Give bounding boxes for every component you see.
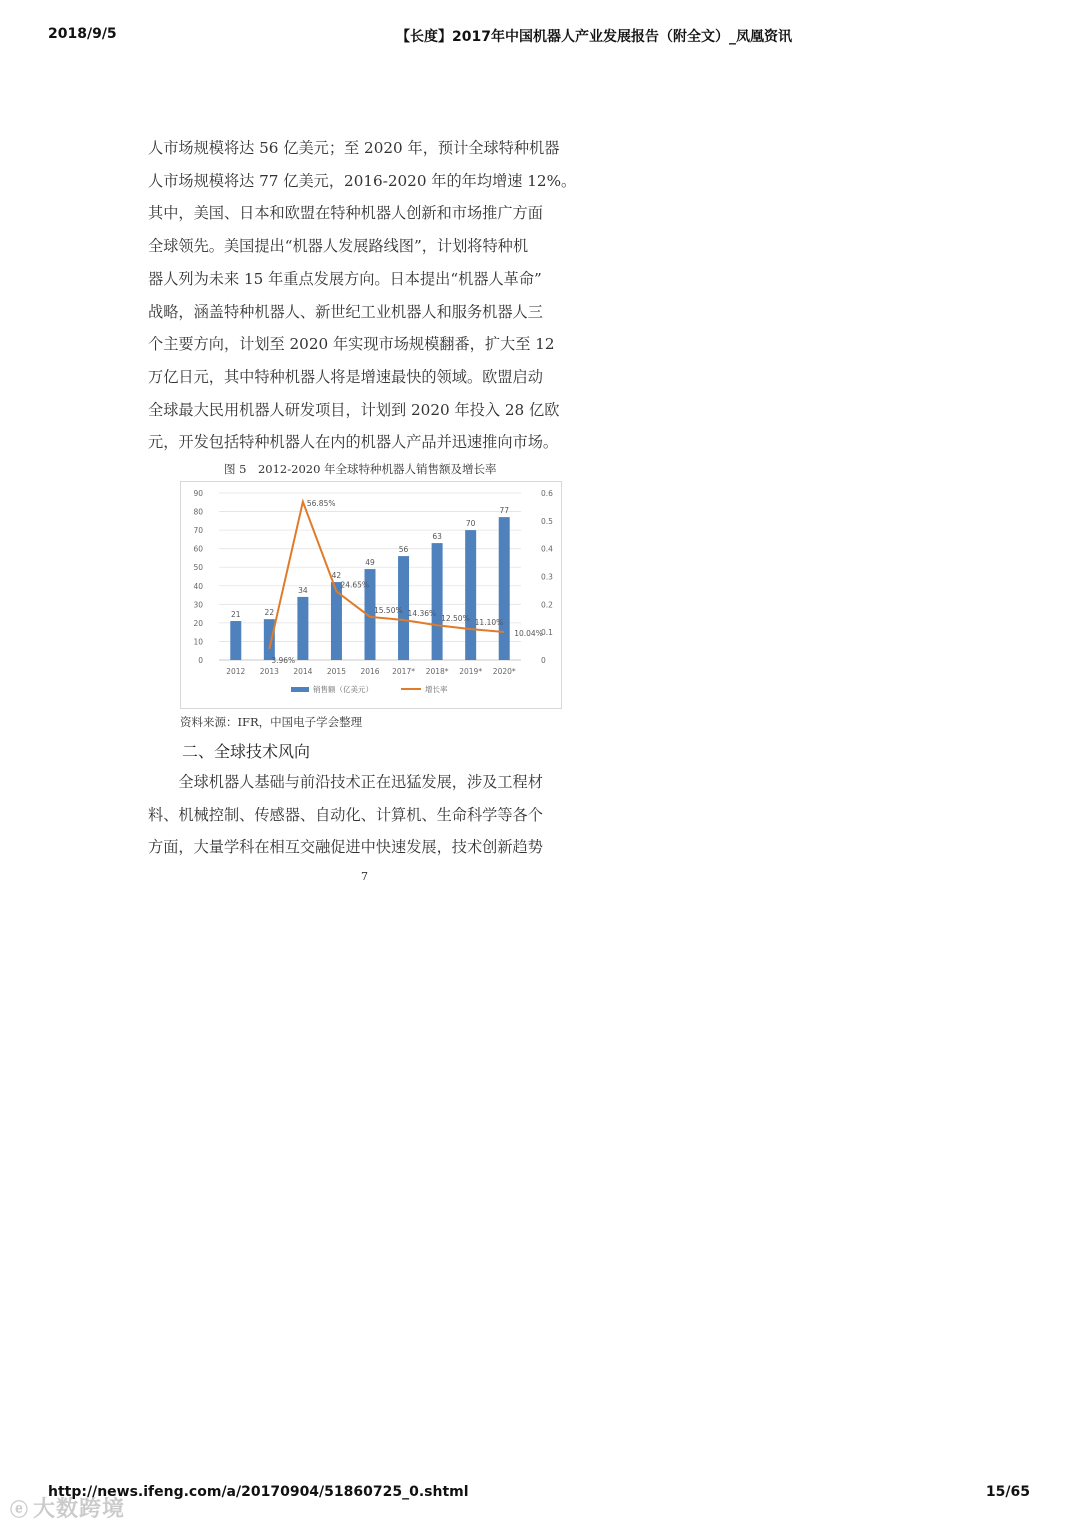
paragraph-1-line: 全球领先。美国提出“机器人发展路线图”，计划将特种机 (148, 237, 529, 256)
legend-bar-swatch (291, 687, 309, 692)
paragraph-1-block (148, 132, 586, 459)
y-right-tick-label: 0.1 (541, 628, 553, 638)
y-left-tick-label: 10 (193, 637, 203, 647)
bar-value-label: 70 (465, 519, 476, 529)
y-left-tick-label: 80 (193, 507, 203, 517)
growth-rate-label: 10.04% (514, 629, 543, 639)
bar (230, 621, 241, 660)
bar (432, 543, 443, 660)
figure-source: 资料来源：IFR，中国电子学会整理 (180, 715, 363, 729)
y-right-tick-label: 0.5 (541, 516, 553, 526)
x-tick-label: 2012 (226, 667, 246, 676)
bar-value-label: 63 (432, 532, 442, 542)
paragraph-2-line: 全球机器人基础与前沿技术正在迅猛发展，涉及工程材 (148, 773, 543, 791)
paragraph-2-block (148, 766, 586, 864)
growth-rate-label: 14.36% (407, 609, 437, 619)
legend-line-label: 增长率 (425, 685, 448, 694)
x-tick-label: 2014 (293, 667, 313, 676)
paragraph-2 (148, 766, 586, 864)
paragraph-1 (148, 132, 586, 459)
paragraph-1-line: 战略，涵盖特种机器人、新世纪工业机器人和服务机器人三 (148, 302, 543, 321)
chart-svg (181, 482, 561, 708)
paragraph-1-line: 其中，美国、日本和欧盟在特种机器人创新和市场推广方面 (148, 204, 543, 223)
y-right-tick-label: 0.6 (541, 489, 553, 498)
bar-value-label: 22 (264, 608, 275, 618)
paragraph-1-line: 全球最大民用机器人研发项目，计划到 2020 年投入 28 亿欧 (148, 400, 560, 419)
sales-growth-chart (180, 481, 562, 709)
y-left-tick-label: 20 (193, 618, 203, 628)
bar-value-label: 21 (231, 610, 241, 620)
x-tick-label: 2016 (360, 667, 380, 676)
bar-value-label: 34 (298, 585, 308, 595)
bar-value-label: 77 (499, 506, 509, 516)
growth-rate-label: 3.96% (271, 655, 296, 665)
y-right-tick-label: 0.4 (541, 544, 553, 554)
y-right-tick-label: 0.2 (541, 600, 553, 610)
figure-caption: 图 5 2012-2020 年全球特种机器人销售额及增长率 (224, 462, 497, 476)
bar-value-label: 49 (365, 558, 375, 568)
paragraph-1-line: 器人列为未来 15 年重点发展方向。日本提出“机器人革命” (148, 269, 542, 288)
y-right-tick-label: 0 (541, 656, 546, 665)
x-tick-label: 2017* (392, 667, 415, 676)
paragraph-2-line: 料、机械控制、传感器、自动化、计算机、生命科学等各个 (148, 805, 543, 824)
x-tick-label: 2013 (259, 667, 279, 676)
growth-rate-label: 12.50% (441, 614, 470, 624)
header-title: 【长度】2017年中国机器人产业发展报告（附全文）_凤凰资讯 (396, 29, 792, 45)
y-left-tick-label: 50 (193, 563, 203, 573)
legend-bar-label: 销售额（亿美元） (313, 685, 373, 694)
footer-page-count: 15/65 (985, 1484, 1030, 1500)
x-tick-label: 2018* (425, 667, 449, 676)
watermark-text: 大数跨境 (33, 1497, 126, 1522)
y-left-tick-label: 60 (193, 544, 203, 554)
weibo-like-logo-icon: ⓔ (10, 1500, 29, 1521)
x-tick-label: 2019* (459, 667, 483, 676)
growth-rate-label: 11.10% (474, 618, 504, 628)
paragraph-1-line: 人市场规模将达 77 亿美元，2016-2020 年的年均增速 12%。 (148, 171, 577, 190)
paragraph-1-line: 万亿日元，其中特种机器人将是增速最快的领域。欧盟启动 (148, 367, 543, 386)
bar-value-label: 56 (398, 545, 409, 555)
bar (297, 597, 308, 660)
page-number: 7 (361, 870, 368, 883)
paragraph-1-line: 人市场规模将达 56 亿美元；至 2020 年，预计全球特种机器 (148, 139, 560, 157)
bar (499, 517, 510, 660)
section-heading: 二、全球技术风向 (182, 742, 311, 761)
growth-rate-label: 24.65% (340, 580, 370, 590)
growth-rate-label: 56.85% (306, 498, 336, 508)
paragraph-2-line: 方面，大量学科在相互交融促进中快速发展，技术创新趋势 (148, 838, 543, 857)
y-left-tick-label: 90 (193, 489, 203, 498)
x-tick-label: 2020* (492, 667, 516, 676)
y-right-tick-label: 0.3 (541, 572, 553, 582)
paragraph-1-line: 个主要方向，计划至 2020 年实现市场规模翻番，扩大至 12 (148, 335, 555, 354)
bar (264, 619, 275, 660)
bar-value-label: 42 (331, 571, 342, 581)
y-left-tick-label: 70 (193, 526, 203, 536)
x-tick-label: 2015 (326, 667, 346, 676)
paragraph-1-line: 元，开发包括特种机器人在内的机器人产品并迅速推向市场。 (148, 433, 559, 452)
y-left-tick-label: 0 (198, 656, 203, 665)
y-left-tick-label: 40 (193, 581, 203, 591)
footer-url-link[interactable]: http://news.ifeng.com/a/20170904/51860725_0.shtml (48, 1484, 469, 1500)
y-left-tick-label: 30 (193, 600, 203, 610)
growth-rate-label: 15.50% (374, 605, 403, 615)
header-date: 2018/9/5 (48, 26, 117, 42)
bar (465, 530, 476, 660)
